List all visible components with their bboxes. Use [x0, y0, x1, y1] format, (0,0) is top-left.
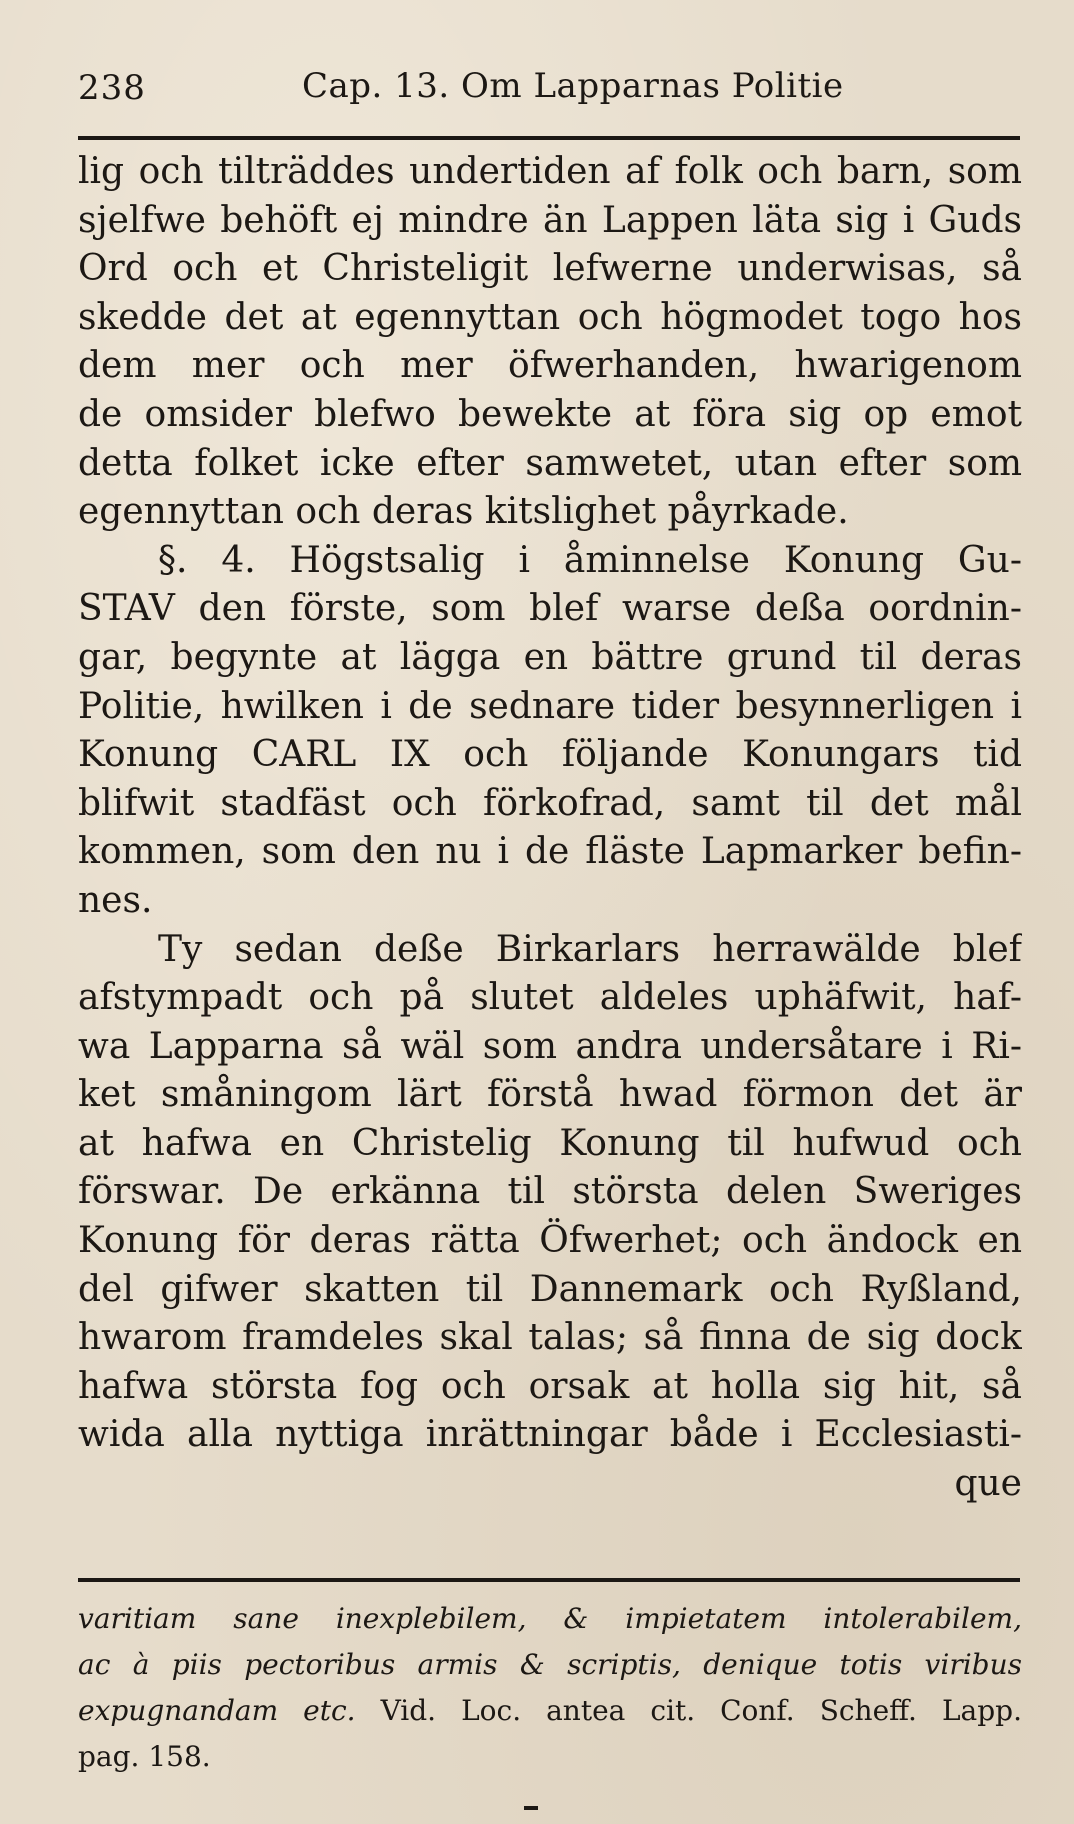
- text-line: skedde det at egennyttan och högmodet togo hos: [78, 296, 1022, 338]
- text-line: egennyttan och deras kitslighet påyrkade.: [78, 491, 849, 533]
- footnote: [78, 1596, 1022, 1780]
- header-rule: [78, 136, 1020, 140]
- text-line: Politie, hwilken i de sednare tider besynnerligen i: [78, 685, 1022, 727]
- footnote-line: ac à piis pectoribus armis & scriptis, denique totis viribus: [78, 1648, 1022, 1681]
- text-line: ket småningom lärt förstå hwad förmon det är: [78, 1074, 1022, 1116]
- text-line: hwarom framdeles skal talas; så finna de sig dock: [78, 1317, 1022, 1359]
- catchword: que: [954, 1463, 1022, 1505]
- text-line: Ty sedan deße Birkarlars herrawälde blef: [158, 928, 1022, 970]
- text-line: wida alla nyttiga inrättningar både i Ecclesiasti-: [78, 1414, 1022, 1456]
- text-line: nes.: [78, 879, 153, 921]
- text-line: at hafwa en Christelig Konung til hufwud och: [78, 1122, 1022, 1164]
- footnote-rule: [78, 1578, 1020, 1582]
- text-line: §. 4. Högstsalig i åminnelse Konung Gu-: [158, 539, 1022, 581]
- footnote-italic-part: expugnandam etc.: [78, 1694, 356, 1727]
- text-line: hafwa största fog och orsak at holla sig hit, så: [78, 1365, 1022, 1407]
- footnote-line: pag. 158.: [78, 1740, 211, 1773]
- text-line: STAV den förste, som blef warse deßa oordnin-: [78, 588, 1022, 630]
- text-line: kommen, som den nu i de fläste Lapmarker befin-: [78, 831, 1022, 873]
- page-number: 238: [78, 68, 146, 108]
- text-line: Ord och et Christeligit lefwerne underwisas, så: [78, 248, 1022, 290]
- running-head: Cap. 13. Om Lapparnas Politie: [302, 66, 844, 106]
- page-header: [78, 58, 1028, 118]
- text-line: Konung för deras rätta Öfwerhet; och ändock en: [78, 1220, 1022, 1262]
- text-line: dem mer och mer öfwerhanden, hwarigenom: [78, 345, 1022, 387]
- text-line: detta folket icke efter samwetet, utan efter som: [78, 442, 1022, 484]
- text-line: lig och tilträddes undertiden af folk och barn, som: [78, 151, 1022, 192]
- text-line: förswar. De erkänna til största delen Sweriges: [78, 1171, 1022, 1213]
- text-line: sjelfwe behöft ej mindre än Lappen läta sig i Guds: [78, 199, 1022, 241]
- text-line: Konung CARL IX och följande Konungars tid: [78, 734, 1022, 776]
- footnote-citation: Vid. Loc. antea cit. Conf. Scheff. Lapp.: [355, 1694, 1022, 1727]
- footnote-line: varitiam sane inexplebilem, & impietatem intolerabilem,: [78, 1602, 1022, 1635]
- text-line: gar, begynte at lägga en bättre grund til deras: [78, 636, 1022, 678]
- text-line: wa Lapparna så wäl som andra undersåtare i Ri-: [78, 1025, 1022, 1067]
- bottom-mark: [524, 1806, 538, 1810]
- footnote-line: [78, 1688, 1022, 1734]
- text-line: blifwit stadfäst och förkofrad, samt til det mål: [78, 782, 1022, 824]
- body-text: [78, 148, 1022, 1509]
- text-line: afstympadt och på slutet aldeles uphäfwit, haf-: [78, 977, 1022, 1019]
- text-line: del gifwer skatten til Dannemark och Ryßland,: [78, 1268, 1022, 1310]
- text-line: de omsider blefwo bewekte at föra sig op emot: [78, 393, 1022, 435]
